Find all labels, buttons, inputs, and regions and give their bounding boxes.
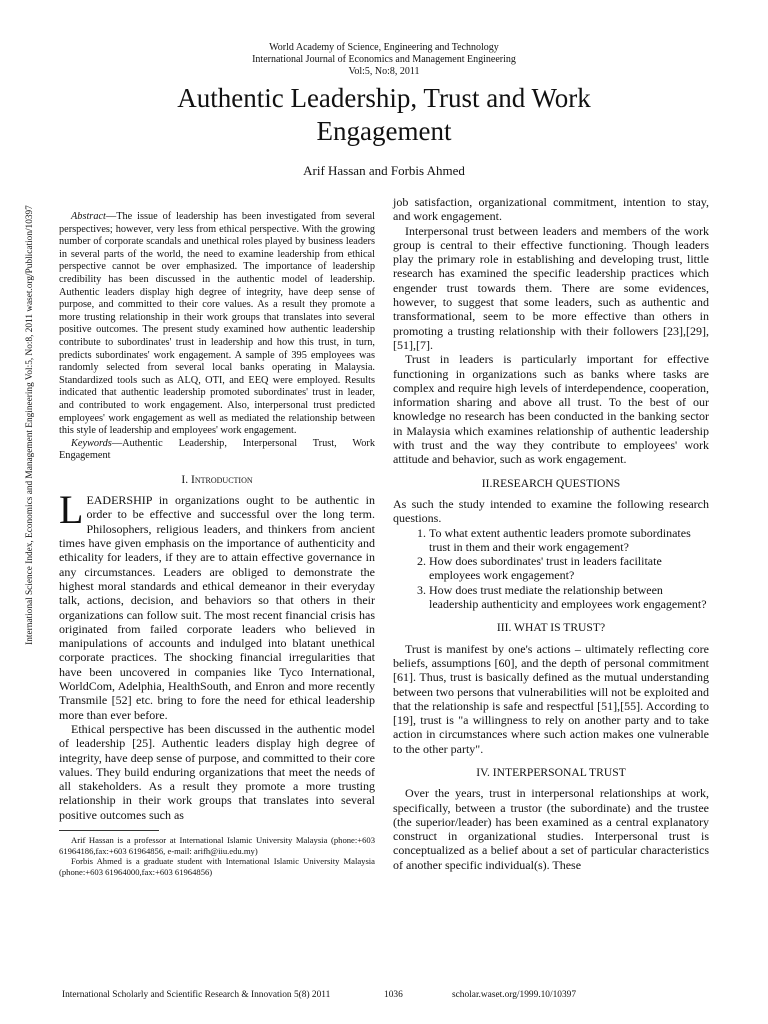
footer-url: scholar.waset.org/1999.10/10397 — [452, 990, 577, 1000]
intro-paragraph-1 — [59, 487, 375, 722]
left-column — [59, 211, 375, 877]
journal-header-line1: World Academy of Science, Engineering and Technology — [269, 42, 499, 53]
footnote-author-2: Forbis Ahmed is a graduate student with International Islamic University Malaysia (phone:+603 61964000,fax:+603 61964856) — [59, 856, 375, 877]
journal-header-line2: International Journal of Economics and Management Engineering — [252, 54, 516, 65]
keywords — [59, 438, 375, 463]
right-paragraph-2: Trust in leaders is particularly important for effective functioning in organizations such as banks where tasks are complex and require high levels of interdependence, cooperation, information sharing and above all trust. To the best of our knowledge no research has been conducted in the banking sector in Malaysia which examines relationship of authentic leadership with trust and the way they contribute to employees' work attitude and behavior, such as work engagement. — [393, 352, 709, 467]
section-number: I. — [181, 472, 189, 486]
journal-header-volume: Vol:5, No:8, 2011 — [348, 66, 420, 77]
list-item: 2. How does subordinates' trust in leaders facilitate employees work engagement? — [429, 554, 709, 583]
trust-paragraph: Trust is manifest by one's actions – ultimately reflecting core beliefs, assumptions [60], and the depth of personal commitment [61]. Thus, trust is basically defined as the mutual understanding between two persons that vulnerabilities will not be exploited and that the relationship is safe and respectful [51],[55]. According to [19], trust is "a willingness to rely on another party and to take action in circumstances where such action makes one vulnerable to the other party". — [393, 641, 709, 756]
footer-journal: International Scholarly and Scientific Research & Innovation 5(8) 2011 — [62, 990, 331, 1000]
side-citation: International Science Index, Economics and Management Engineering Vol:5, No:8, 2011 waset.org/Publication/10397 — [25, 205, 35, 645]
paper-authors: Arif Hassan and Forbis Ahmed — [303, 163, 465, 178]
intro-paragraph-1-text: EADERSHIP in organizations ought to be authentic in order to be effective and successful over the long term. Philosophers, religious leaders, and thinkers from ancient times have given emphasis on the importance of authenticity and ethicality for leaders, if they are to attain effective governance in any circumstances. Leaders are obliged to demonstrate the highest moral standards and ethical demeanor in their everyday talk, actions, decision, and behaviors so that others in their organizations can follow suit. The most recent financial crisis has originated from failed corporate leaders who believed in manipulations of accounts and indulged into blatant unethical corporate practices. The shocking financial irregularities that have been uncovered in companies like Tyco International, WorldCom, Adelphia, HealthSouth, and Enron and more recently Transmile [52] etc. bring to fore the need for ethical leadership more than ever before. — [59, 493, 375, 722]
paper-title: Authentic Leadership, Trust and Work Engagement — [177, 83, 591, 146]
abstract-label: Abstract — [71, 211, 106, 222]
footnote-author-1: Arif Hassan is a professor at International Islamic University Malaysia (phone:+603 61964186,fax:+603 61964856, e-mail: arifh@iiu.edu.my) — [59, 835, 375, 856]
research-questions-list — [393, 526, 709, 612]
research-questions-intro: As such the study intended to examine the following research questions. — [393, 496, 709, 526]
list-item: 1. To what extent authentic leaders promote subordinates trust in them and their work engagement? — [429, 526, 709, 555]
right-paragraph-1: Interpersonal trust between leaders and members of the work group is central to their effective functioning. Though leaders play the primary role in establishing and developing trust, little research has examined the specific leadership practices which engender trust towards them. There are some evidences, however, to suggest that some leaders, such as authentic and transformational, seem to be more effective than others in promoting a trusting relationship with their followers [23],[29],[51],[7]. — [393, 223, 709, 352]
intro-paragraph-2: Ethical perspective has been discussed in the authentic model of leadership [25]. Authentic leaders display high degree of integrity, have deep sense of purpose, and committed to their core values. They build enduring organizations that meet the needs of all stakeholders. As a result they promote a more trusting relationship in their work groups that translates into several positive outcomes such as — [59, 721, 375, 822]
section-heading-research-questions: II.RESEARCH QUESTIONS — [481, 476, 621, 490]
drop-cap: L — [59, 487, 84, 533]
abstract — [59, 211, 375, 438]
section-heading-what-is-trust: III. WHAT IS TRUST? — [496, 621, 606, 635]
abstract-text: —The issue of leadership has been investigated from several perspectives; however, very less from ethical perspective. With the growing number of corporate scandals and unethical roles played by business leaders in several parts of the world, the need to examine leadership from ethical perspective cannot be over emphasized. The importance of leadership credibility has been discussed in the authentic model of leadership. Authentic leaders display high degree of integrity, have deep sense of purpose, and committed to their core values. As a result they promote a more trusting relationship in their work groups that translates into several positive outcomes. The present study examined how authentic leadership contribute to subordinates' trust in leadership and how this trust, in turn, predicts subordinates' work engagement. A sample of 395 employees was randomly selected from several local banks operating in Malaysia. Standardized tools such as ALQ, OTI, and EEQ were employed. Results indicated that authentic leadership promoted subordinates' trust in leader, and contributed to work engagement. Also, interpersonal trust predicted employees' work engagement as well as mediated the relationship between this style of leadership and employees' work engagement. — [59, 211, 375, 437]
keywords-text: —Authentic Leadership, Interpersonal Trust, Work Engagement — [59, 437, 375, 462]
right-column — [393, 195, 709, 872]
section-heading-introduction — [59, 473, 375, 487]
keywords-label: Keywords — [71, 437, 112, 449]
section-heading-interpersonal-trust: IV. INTERPERSONAL TRUST — [476, 765, 626, 779]
footnote-rule — [59, 830, 159, 831]
list-item: 3. How does trust mediate the relationship between leadership authenticity and employees work engagement? — [429, 583, 709, 612]
footer-page-number: 1036 — [384, 990, 403, 1000]
right-paragraph-0: job satisfaction, organizational commitment, intention to stay, and work engagement. — [393, 195, 709, 224]
section-title: Introduction — [191, 472, 253, 486]
interpersonal-trust-paragraph: Over the years, trust in interpersonal relationships at work, specifically, between a trustor (the subordinate) and the trustee (the superior/leader) has been examined as a central explanatory construct in organizational studies. Interpersonal trust is conceptualized as a belief about a set of particular characteristics of another specific individual(s). These — [393, 786, 709, 872]
